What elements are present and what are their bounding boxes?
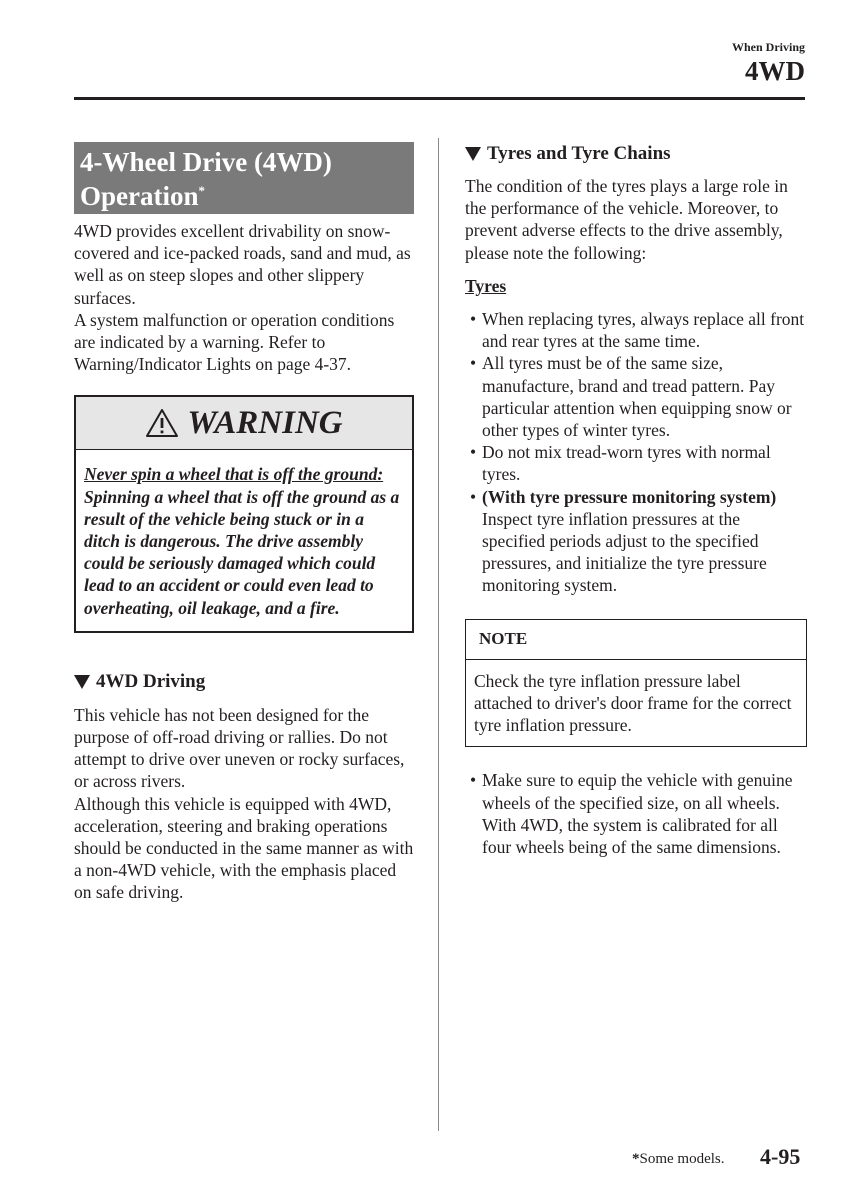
tyres-intro: The condition of the tyres plays a large role in the performance of the vehicle. Moreover, to prevent adverse effects to the drive assembly, please note the following:	[465, 176, 788, 263]
list-item	[465, 308, 807, 352]
right-column	[465, 142, 807, 858]
triangle-marker-icon	[74, 675, 90, 689]
tpms-label: (With tyre pressure monitoring system)	[482, 486, 777, 507]
footnote-text: Some models.	[639, 1151, 725, 1167]
footnote	[632, 1151, 725, 1168]
bullet: •	[470, 353, 477, 374]
warning-lead: Never spin a wheel that is off the ground:	[84, 464, 384, 485]
driving-heading	[74, 670, 414, 694]
warning-label: WARNING	[187, 405, 343, 442]
tyre-bullet-list	[465, 308, 807, 597]
driving-paragraph-1: This vehicle has not been designed for the purpose of off-road driving or rallies. Do not attempt to drive over uneven or rocky surfaces, or across rivers.	[74, 704, 405, 792]
warning-text: Spinning a wheel that is off the ground as a result of the vehicle being stuck or in a ditch is dangerous. The drive assembly could be seriously damaged which could lead to an accident or could even lead to overheating, oil leakage, and a fire.	[84, 486, 400, 618]
driving-heading-text: 4WD Driving	[96, 670, 206, 692]
intro-paragraph: 4WD provides excellent drivability on snow-covered and ice-packed roads, sand and mud, as well as on steep slopes and other slippery surfaces.	[74, 221, 411, 308]
intro-paragraph-2: A system malfunction or operation conditions are indicated by a warning. Refer to Warning/Indicator Lights on page 4-37.	[74, 309, 395, 375]
driving-paragraph-2: Although this vehicle is equipped with 4WD, acceleration, steering and braking operations should be conducted in the same manner as with a non-4WD vehicle, with the emphasis placed on safe driving.	[74, 793, 414, 903]
bullet: •	[470, 309, 477, 330]
tyres-heading	[465, 142, 807, 166]
note-label: NOTE	[466, 620, 806, 660]
warning-box	[74, 395, 414, 632]
tyres-heading-text: Tyres and Tyre Chains	[487, 143, 671, 164]
warning-header	[76, 397, 412, 450]
list-item	[465, 486, 807, 597]
page-number: 4-95	[760, 1144, 801, 1169]
tpms-text: Inspect tyre inflation pressures at the specified periods adjust to the specified pressures, and initialize the tyre pressure monitoring system.	[482, 508, 767, 596]
warning-body	[76, 450, 412, 630]
list-item-text: Make sure to equip the vehicle with genuine wheels of the specified size, on all wheels. With 4WD, the system is calibrated for all four wheels being of the same dimensions.	[482, 770, 793, 858]
warning-triangle-icon	[145, 408, 179, 438]
section-heading	[74, 142, 414, 214]
bullet: •	[470, 770, 477, 791]
some-models-mark: *	[198, 183, 205, 198]
left-column	[74, 142, 414, 904]
header-rule	[74, 97, 805, 100]
chapter-title: 4WD	[745, 56, 805, 86]
list-item-text: When replacing tyres, always replace all front and rear tyres at the same time.	[482, 309, 805, 352]
list-item-text: All tyres must be of the same size, manufacture, brand and tread pattern. Pay particular attention when equipping snow or other types of winter tyres.	[482, 353, 792, 441]
section-heading-text: 4-Wheel Drive (4WD) Operation	[80, 147, 332, 211]
triangle-marker-icon	[465, 147, 481, 161]
footnote-mark: *	[632, 1151, 640, 1167]
list-item	[465, 769, 807, 858]
note-box	[465, 619, 807, 748]
column-divider	[438, 138, 439, 1131]
tyres-subheading: Tyres	[465, 275, 507, 296]
wheel-bullet-list	[465, 769, 807, 858]
list-item-text: Do not mix tread-worn tyres with normal tyres.	[482, 442, 771, 485]
list-item	[465, 441, 807, 485]
note-text: Check the tyre inflation pressure label attached to driver's door frame for the correct tyre inflation pressure.	[474, 670, 792, 736]
bullet: •	[470, 442, 477, 463]
section-title: When Driving	[731, 40, 805, 54]
bullet: •	[470, 486, 477, 507]
list-item	[465, 352, 807, 441]
